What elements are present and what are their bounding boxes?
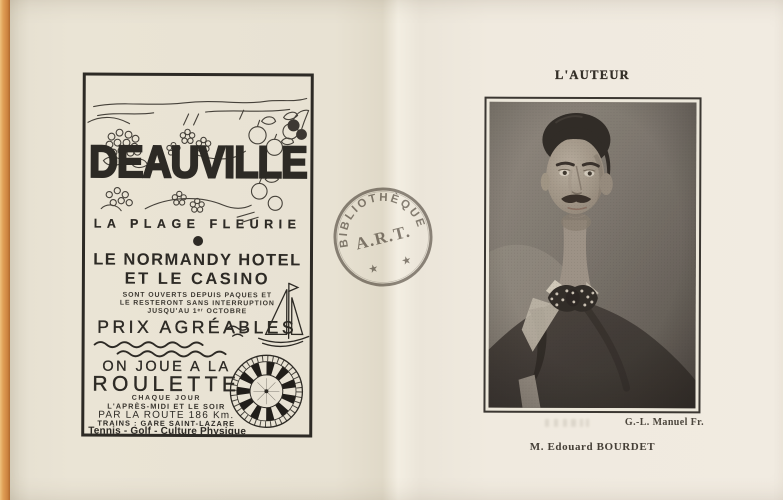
bullet-dot [193,236,203,246]
trains-line: TRAINS : GARE SAINT-LAZARE [97,418,236,429]
opening-line-1: SONT OUVERTS DEPUIS PAQUES ET [122,291,272,300]
portrait-photo-frame [483,97,701,414]
deauville-advert [81,72,314,437]
roulette-wheel-illustration [227,352,305,430]
sailboat-illustration [225,280,313,352]
stamp-star-left: ★ [367,262,380,277]
portrait-photo [488,102,696,409]
activities-line: Tennis - Golf - Culture Physique [88,425,247,438]
portrait-caption: M. Edouard BOURDET [529,441,656,453]
advert-tagline: LA PLAGE FLEURIE [93,216,302,232]
page-header-auteur: L'AUTEUR [555,68,630,82]
schedule-line-2: L'APRÈS-MIDI ET LE SOIR [107,401,226,412]
photographer-credit: G.-L. Manuel Fr. [624,417,704,428]
hotel-line-1: LE NORMANDY HOTEL [93,250,302,270]
stamp-arc-text: BIBLIOTHÈQUE [337,191,428,249]
roulette-line-1: ON JOUE A LA [102,358,231,376]
prices-line: PRIX AGRÉABLES [97,316,298,338]
opening-line-2: LE RESTERONT SANS INTERRUPTION [119,299,275,308]
backdrop-surface [0,0,10,500]
stamp-center-text: A.R.T. [353,221,413,254]
opening-line-3: JUSQU'AU 1ᵉʳ OCTOBRE [147,307,248,316]
roulette-line-2: ROULETTE [92,372,241,397]
hotel-line-2: ET LE CASINO [124,269,271,289]
schedule-line-1: CHAQUE JOUR [131,394,202,403]
advert-title: DEAUVILLE [88,137,307,188]
stamp-star-right: ★ [400,254,413,269]
library-stamp [327,181,439,293]
route-line: PAR LA ROUTE 186 Km. [98,409,235,422]
